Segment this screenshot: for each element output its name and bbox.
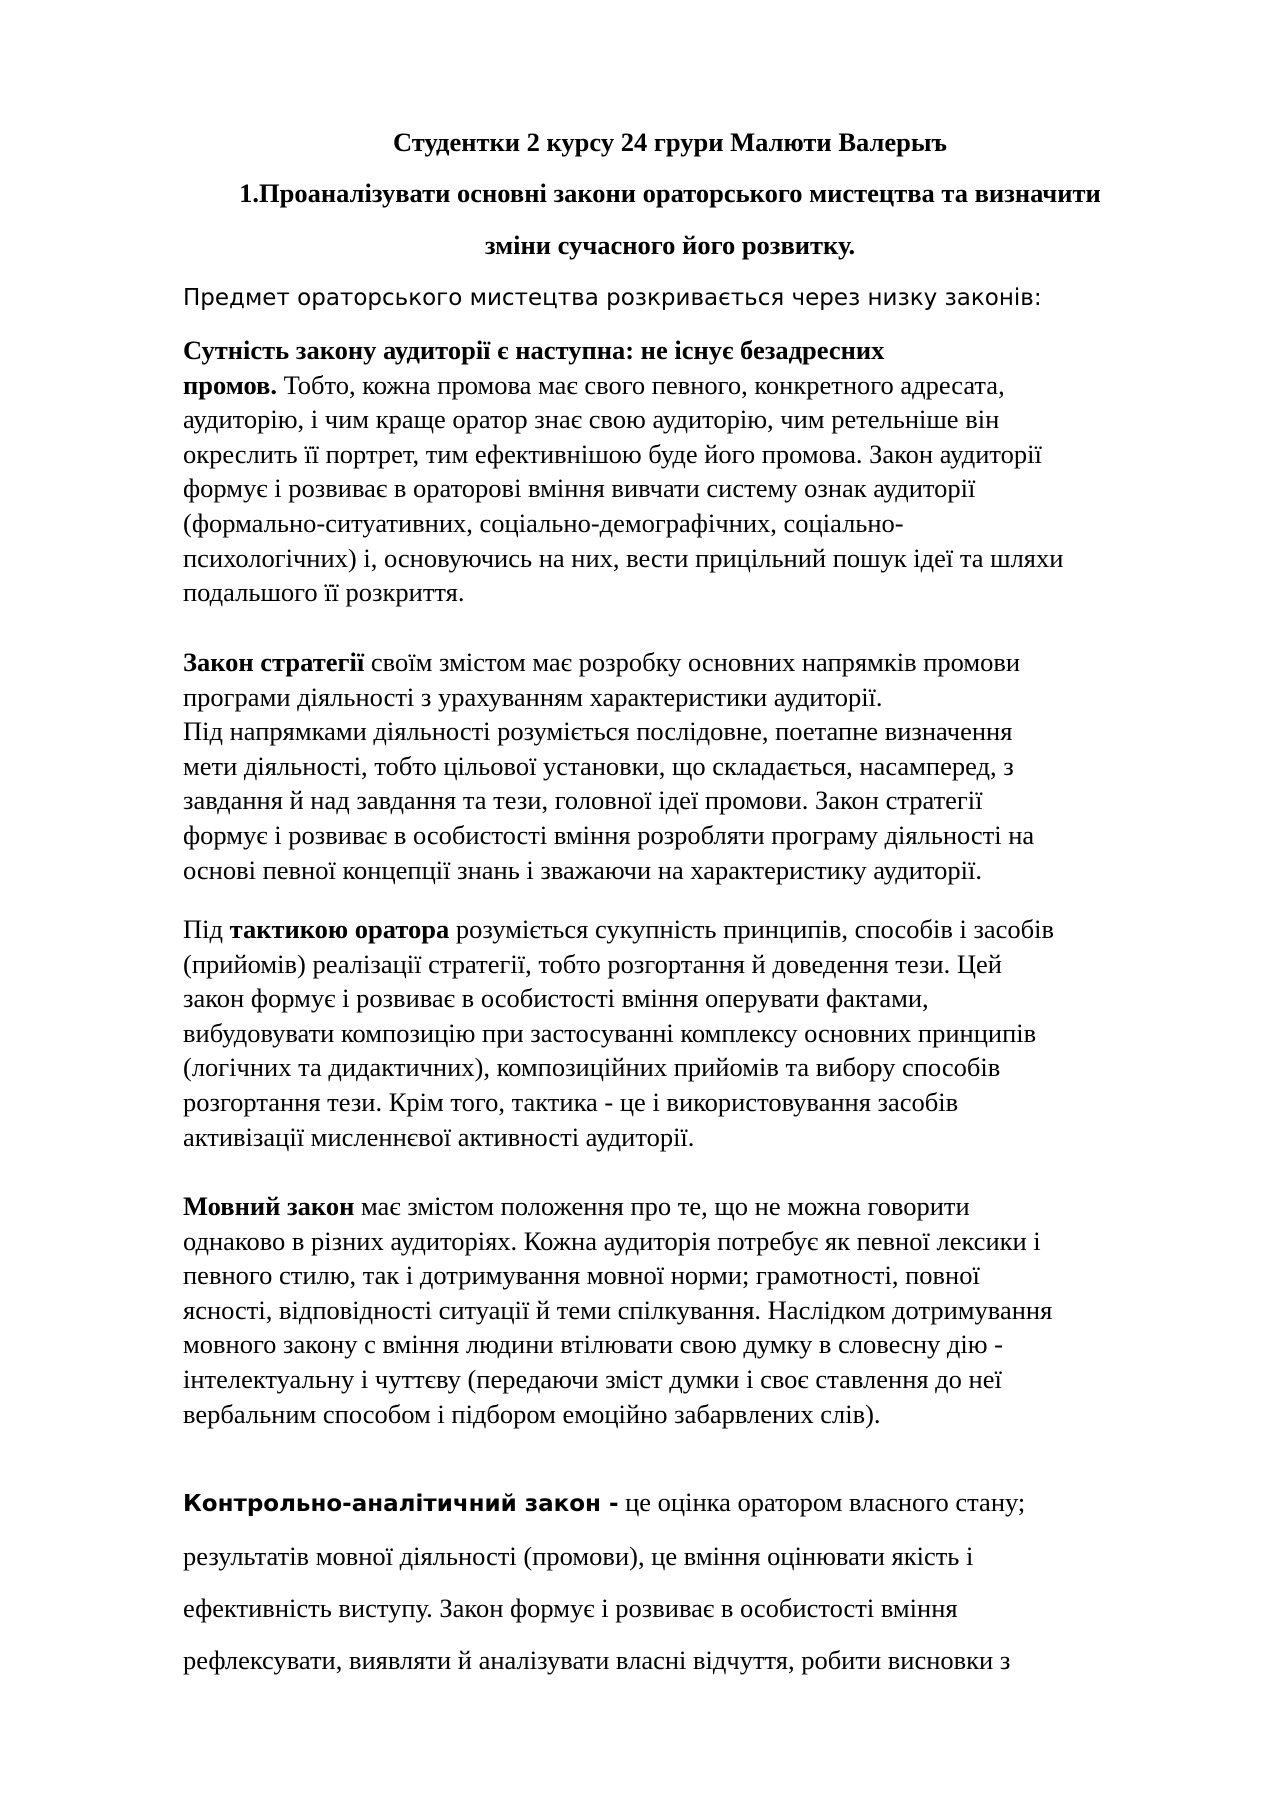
paragraph-control-analytical-law: Контрольно-аналітичний закон - це оцінка оратором власного стану; результатів мовної діяльності (промови), це вміння оцінювати якість і ефективність виступу. Закон формує і розвиває в особистості вміння рефлексувати, виявляти й аналізувати власні відчуття, робити висновки з xyxy=(183,1487,1026,1675)
strategy-law-title: Закон стратегії xyxy=(183,647,365,677)
tactics-title: тактикою оратора xyxy=(229,914,450,944)
control-law-title: Контрольно-аналітичний закон - xyxy=(183,1491,619,1517)
heading-line-2: 1.Проаналізувати основні закони ораторського мистецтва та визначити xyxy=(239,178,1101,208)
paragraph-audience-law: Сутність закону аудиторії є наступна: не існує безадресних промов. Тобто, кожна промова має свого певного, конкретного адресата, аудиторію, і чим краще оратор знає свою аудиторію, чим ретельніше він окреслить її портрет, тим ефективнішою буде його промова. Закон аудиторії формує і розвиває в ораторові вміння вивчати систему ознак аудиторії (формально-ситуативних, соціально-демографічних, соціально- психологічних) і, основуючись на них, вести прицільний пошук ідеї та шляхи подальшого її розкриття. xyxy=(183,335,1064,608)
heading-line-3: зміни сучасного його розвитку. xyxy=(484,230,856,260)
audience-law-title-end: промов. xyxy=(183,369,277,400)
paragraph-tactics: Під тактикою оратора розуміється сукупність принципів, способів і засобів (прийомів) реалізації стратегії, тобто розгортання й доведення тези. Цей закон формує і розвиває в особистості вміння оперувати фактами, вибудовувати композицію при застосуванні комплексу основних принципів (логічних та дидактичних), композиційних прийомів та вибору способів розгортання тези. Крім того, тактика - це і використовування засобів активізації мисленнєвої активності аудиторії. xyxy=(183,914,1055,1152)
audience-law-title: Сутність закону аудиторії є наступна: не існує безадресних xyxy=(183,335,885,365)
paragraph-language-law: Мовний закон має змістом положення про те, що не можна говорити однаково в різних аудиторіях. Кожна аудиторія потребує як певної лексики і певного стилю, так і дотримування мовної норми; грамотності, повної ясності, відповідності ситуації й теми спілкування. Наслідком дотримування мовного закону с вміння людини втілювати свою думку в словесну дію - інтелектуальну і чуттєву (передаючи зміст думки і своє ставлення до неї вербальним способом і підбором емоційно забарвлених слів). xyxy=(183,1191,1053,1429)
paragraph-strategy-law: Закон стратегії своїм змістом має розробку основних напрямків промови програми діяльності з урахуванням характеристики аудиторії. Під напрямками діяльності розуміється послідовне, поетапне визначення мети діяльності, тобто цільової установки, що складається, насамперед, з завдання й над завдання та тези, головної ідеї промови. Закон стратегії формує і розвиває в особистості вміння розробляти програму діяльності на основі певної концепції знань і зважаючи на характеристику аудиторії. xyxy=(183,647,1035,885)
language-law-title: Мовний закон xyxy=(183,1191,355,1221)
heading-line-1: Студентки 2 курсу 24 грури Малюти Валерыъ xyxy=(393,127,947,157)
intro-text: Предмет ораторського мистецтва розкривається через низку законів: xyxy=(183,285,1042,311)
